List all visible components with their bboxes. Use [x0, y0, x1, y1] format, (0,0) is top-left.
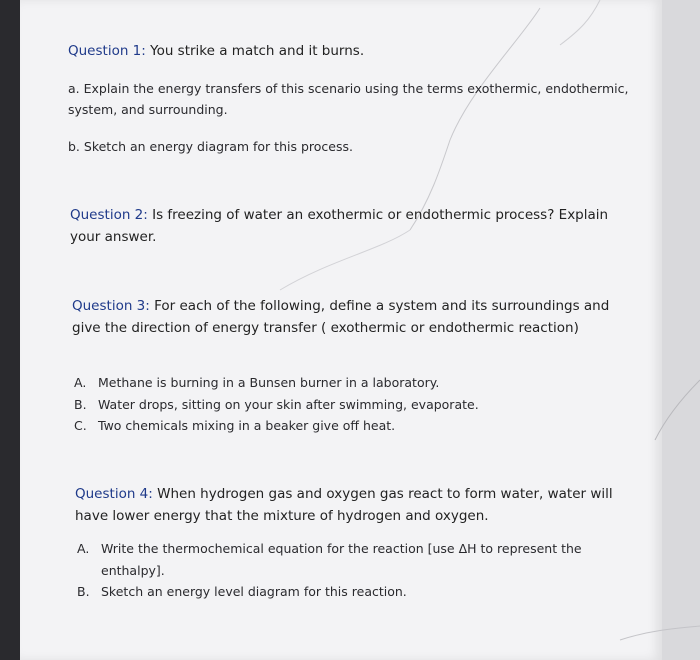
list-item: C. Two chemicals mixing in a beaker give off heat.	[74, 418, 396, 433]
question-3	[72, 295, 624, 339]
list-item: A. Write the thermochemical equation for the reaction [use ΔH to represent the enthalpy].	[77, 541, 582, 578]
question-1-part-a: a. Explain the energy transfers of this scenario using the terms exothermic, endothermic, system, and surrounding.	[68, 81, 629, 117]
left-edge	[0, 0, 20, 660]
question-4-label: Question 4:	[75, 486, 153, 502]
list-item: B. Water drops, sitting on your skin after swimming, evaporate.	[74, 396, 479, 412]
question-3-text: For each of the following, define a system and its surroundings and give the direction of energy transfer ( exothermic or endothermic reaction)	[72, 298, 610, 336]
question-4	[75, 483, 620, 527]
question-2-label: Question 2:	[70, 207, 148, 223]
question-1-part-b: b. Sketch an energy diagram for this process.	[68, 139, 353, 154]
question-4-text: When hydrogen gas and oxygen gas react to form water, water will have lower energy that the mixture of hydrogen and oxygen.	[75, 486, 613, 524]
right-edge	[662, 0, 700, 660]
list-item: A. Methane is burning in a Bunsen burner in a laboratory.	[74, 375, 440, 390]
question-3-list	[74, 372, 594, 437]
question-3-label: Question 3:	[72, 298, 150, 314]
question-1-label: Question 1:	[68, 43, 146, 59]
question-2-text: Is freezing of water an exothermic or endothermic process? Explain your answer.	[70, 207, 609, 245]
question-1-heading	[68, 40, 628, 62]
question-2	[70, 204, 610, 248]
question-1-text: You strike a match and it burns.	[150, 43, 365, 59]
question-4-list	[77, 538, 597, 603]
list-item: B. Sketch an energy level diagram for this reaction.	[77, 584, 407, 599]
